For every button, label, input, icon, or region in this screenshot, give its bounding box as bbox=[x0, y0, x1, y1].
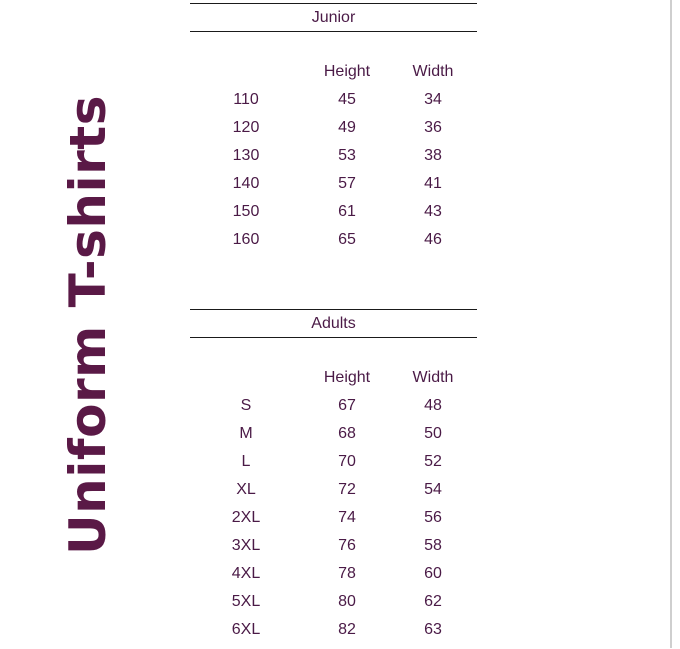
table-row bbox=[190, 147, 477, 175]
height-cell: 61 bbox=[338, 203, 356, 220]
width-cell: 62 bbox=[424, 593, 442, 610]
table-row bbox=[190, 119, 477, 147]
width-cell: 52 bbox=[424, 453, 442, 470]
table-row bbox=[190, 565, 477, 593]
size-cell: M bbox=[239, 425, 253, 442]
width-cell: 46 bbox=[424, 231, 442, 248]
size-cell: 160 bbox=[232, 231, 260, 248]
adults-column-headers bbox=[190, 369, 477, 397]
width-cell: 50 bbox=[424, 425, 442, 442]
page-edge-divider bbox=[670, 0, 672, 648]
size-cell: 5XL bbox=[231, 593, 261, 610]
height-cell: 72 bbox=[338, 481, 356, 498]
table-row bbox=[190, 397, 477, 425]
height-cell: 65 bbox=[338, 231, 356, 248]
width-cell: 60 bbox=[424, 565, 442, 582]
size-cell: 120 bbox=[232, 119, 260, 136]
table-row bbox=[190, 453, 477, 481]
size-cell: 4XL bbox=[231, 565, 261, 582]
junior-size-table bbox=[190, 3, 477, 259]
width-cell: 41 bbox=[424, 175, 442, 192]
junior-column-headers bbox=[190, 63, 477, 91]
height-cell: 76 bbox=[338, 537, 356, 554]
size-cell: S bbox=[240, 397, 252, 414]
adults-size-table bbox=[190, 309, 477, 649]
height-cell: 53 bbox=[338, 147, 356, 164]
height-cell: 57 bbox=[338, 175, 356, 192]
adults-header: Adults bbox=[190, 309, 477, 338]
height-cell: 74 bbox=[338, 509, 356, 526]
width-cell: 36 bbox=[424, 119, 442, 136]
size-cell: 110 bbox=[233, 91, 259, 108]
width-cell: 38 bbox=[424, 147, 442, 164]
junior-header: Junior bbox=[190, 3, 477, 32]
adults-rows bbox=[190, 397, 477, 649]
table-row bbox=[190, 593, 477, 621]
width-cell: 63 bbox=[424, 621, 442, 638]
height-cell: 78 bbox=[338, 565, 356, 582]
height-cell: 70 bbox=[338, 453, 356, 470]
size-cell: XL bbox=[236, 481, 256, 498]
table-row bbox=[190, 91, 477, 119]
width-cell: 56 bbox=[424, 509, 442, 526]
width-cell: 54 bbox=[424, 481, 442, 498]
width-cell: 34 bbox=[424, 91, 442, 108]
table-row bbox=[190, 481, 477, 509]
size-cell: 130 bbox=[232, 147, 260, 164]
junior-rows bbox=[190, 91, 477, 259]
page-title: Uniform T-shirts bbox=[59, 95, 117, 555]
width-cell: 58 bbox=[424, 537, 442, 554]
size-cell: 140 bbox=[232, 175, 260, 192]
table-row bbox=[190, 425, 477, 453]
size-cell: L bbox=[241, 453, 251, 470]
table-row bbox=[190, 231, 477, 259]
size-cell: 6XL bbox=[231, 621, 261, 638]
size-cell: 2XL bbox=[231, 509, 261, 526]
width-cell: 43 bbox=[424, 203, 442, 220]
width-cell: 48 bbox=[424, 397, 442, 414]
adults-width-header: Width bbox=[412, 369, 454, 386]
table-row bbox=[190, 203, 477, 231]
junior-height-header: Height bbox=[323, 63, 371, 80]
height-cell: 82 bbox=[338, 621, 356, 638]
table-row bbox=[190, 509, 477, 537]
table-row bbox=[190, 175, 477, 203]
table-row bbox=[190, 537, 477, 565]
height-cell: 80 bbox=[338, 593, 356, 610]
size-cell: 3XL bbox=[231, 537, 261, 554]
height-cell: 45 bbox=[338, 91, 356, 108]
adults-height-header: Height bbox=[323, 369, 371, 386]
junior-width-header: Width bbox=[412, 63, 454, 80]
height-cell: 68 bbox=[338, 425, 356, 442]
height-cell: 67 bbox=[338, 397, 356, 414]
size-cell: 150 bbox=[232, 203, 260, 220]
height-cell: 49 bbox=[338, 119, 356, 136]
table-row bbox=[190, 621, 477, 649]
